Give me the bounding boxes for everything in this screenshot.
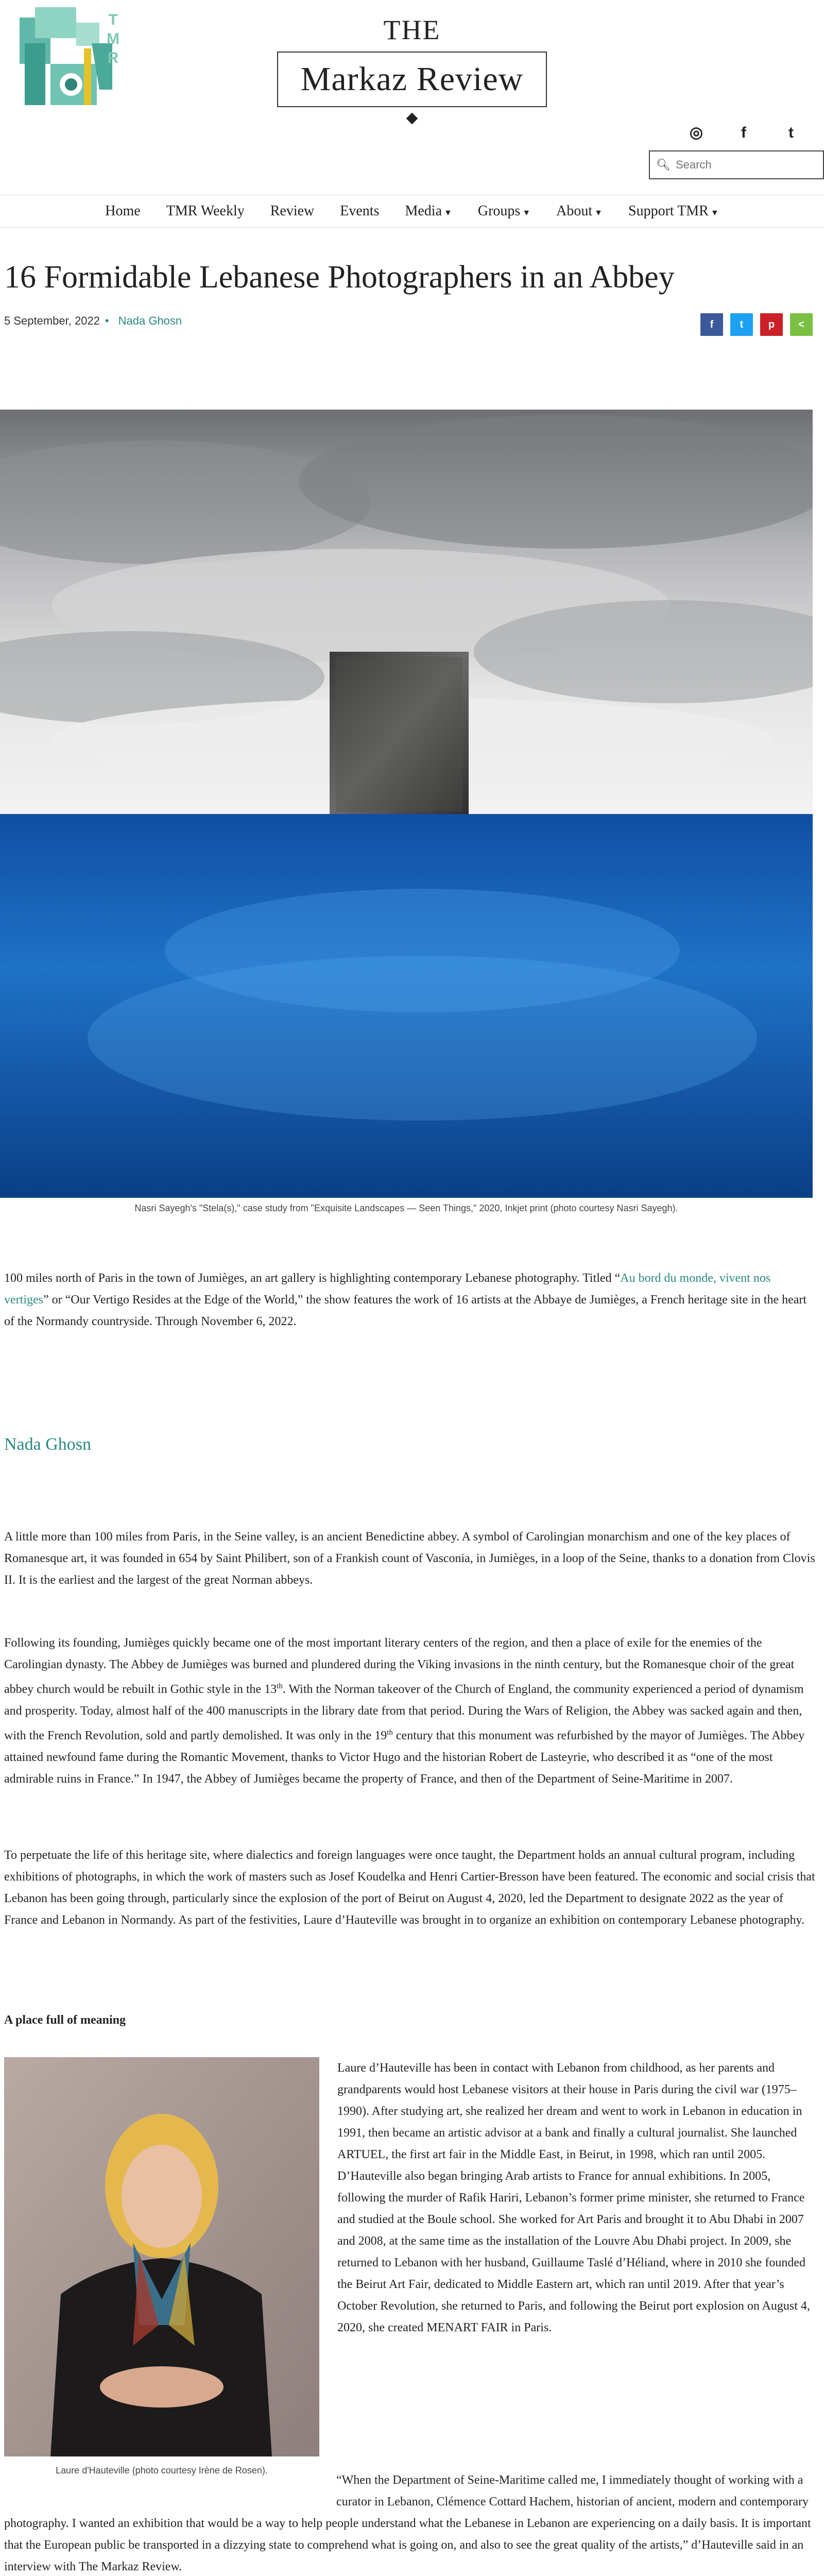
nav-events[interactable]: Events [340, 203, 380, 219]
facebook-icon[interactable]: f [741, 124, 746, 141]
nav-support[interactable] [628, 203, 719, 219]
portrait-caption: Laure d'Hauteville (photo courtesy Irène de Rosen). [56, 2465, 268, 2476]
paragraph-5-text: “When the Department of Seine-Maritime called me, I immediately thought of working with a curator in Lebanon, Clémence Cottard Hachem, historian of ancient, modern and contemporary photography. I wanted an exhibition that would be a way to help people understand what the Lebanese in Lebanon are experiencing on a daily basis. It is important that the European public be transported in a dizzying state to comprehend what is going on, and also to see the great quality of the artists,” d’Hauteville said in an interview with The Markaz Review. [4, 2473, 811, 2573]
paragraph-3: To perpetuate the life of this heritage site, where dialectics and foreign languages were once taught, the Department holds an annual cultural program, including exhibitions of photographs, in which the work of masters such as Josef Koudelka and Henri Cartier-Bresson have been featured. The economic and social crisis that Lebanon has been going through, particularly since the explosion of the port of Beirut on August 4, 2020, led the Department to designate 2022 as the year of France and Lebanon in Normandy. As part of the festivities, Laure d’Hauteville was brought in to organize an exhibition on contemporary Lebanese photography. [4, 1849, 815, 1927]
author-link[interactable]: Nada Ghosn [118, 314, 182, 327]
masthead-diamond [406, 113, 418, 125]
chevron-down-icon: ▼ [522, 209, 531, 217]
ordinal-suffix: th [387, 1728, 393, 1737]
nav-about[interactable] [556, 203, 603, 219]
hero-caption: Nasri Sayegh's "Stela(s)," case study from "Exquisite Landscapes — Seen Things," 2020, Inkjet print (photo courtesy Nasri Sayegh). [134, 1203, 678, 1213]
share-icon[interactable]: < [790, 313, 813, 336]
chevron-down-icon: ▼ [710, 209, 719, 217]
paragraph-2 [4, 1632, 818, 1790]
main-nav [0, 195, 824, 228]
nav-media[interactable] [405, 203, 452, 219]
twitter-share-icon[interactable]: t [730, 313, 753, 336]
masthead-name[interactable]: Markaz Review [277, 52, 547, 107]
exhibition-link[interactable]: Au bord du monde, vivent nos vertiges [4, 1272, 771, 1307]
byline [4, 314, 820, 328]
nav-home[interactable]: Home [105, 203, 141, 219]
float-spacer [4, 2469, 336, 2511]
masthead[interactable] [0, 14, 824, 123]
author-name-heading[interactable]: Nada Ghosn [4, 1435, 92, 1454]
chevron-down-icon: ▼ [594, 209, 603, 217]
facebook-share-icon[interactable]: f [700, 313, 723, 336]
nav-review[interactable]: Review [270, 203, 315, 219]
section-heading: A place full of meaning [4, 2013, 126, 2027]
ordinal-suffix: th [277, 1682, 283, 1690]
search-icon[interactable]: 🔍︎ [656, 158, 671, 172]
paragraph-2-part-b: . With the Norman takeover of the Church of England, the community experienced a period of dynamism and prosperity. Today, almost half of the 400 manuscripts in the library date from that period. During the Wars of Religion, the Abbey was sacked again and then, with the French Revolution, sold and partly demolished. It was only in the 19 [4, 1683, 804, 1742]
article-header [4, 258, 820, 328]
instagram-icon[interactable]: ◎ [689, 124, 703, 141]
twitter-icon[interactable]: t [788, 124, 794, 141]
intro-paragraph [4, 1267, 818, 1332]
portrait-image [4, 2057, 319, 2456]
article-date: 5 September, 2022 [4, 314, 100, 327]
nav-media-label: Media [405, 203, 442, 219]
share-buttons [700, 313, 813, 336]
nav-support-label: Support TMR [628, 203, 709, 219]
byline-separator: • [105, 314, 109, 327]
paragraph-2-part-c: century that this monument was refurbished by the mayor of Jumièges. The Abbey attained newfound fame during the Romantic Movement, thanks to Victor Hugo and the historian Robert de Lasteyrie, who described it as “one of the most admirable ruins in France.” In 1947, the Abbey of Jumièges became the property of France, and then of the Department of Seine-Maritime in 2007. [4, 1729, 805, 1786]
nav-groups-label: Groups [477, 203, 521, 219]
intro-text-1: 100 miles north of Paris in the town of Jumièges, an art gallery is highlighting contemporary Lebanese photography. Titled “ [4, 1272, 621, 1285]
article-title: 16 Formidable Lebanese Photographers in an Abbey [4, 260, 675, 295]
pinterest-share-icon[interactable]: p [760, 313, 783, 336]
masthead-the: THE [383, 14, 441, 45]
intro-text-2: ” or “Our Vertigo Resides at the Edge of the World,” the show features the work of 16 artists at the Abbaye de Jumièges, a French heritage site in the heart of the Normandy countryside. Through November 6, 2022. [4, 1293, 807, 1328]
hero-image [0, 410, 813, 1198]
search-input[interactable] [676, 158, 820, 172]
nav-about-label: About [556, 203, 593, 219]
logo-letters: TMR [105, 11, 122, 69]
paragraph-2-part-a: Following its founding, Jumièges quickly became one of the most important literary centers of the region, and then a place of exile for the enemies of the Carolingian dynasty. The Abbey de Jumièges was burned and plundered during the Viking invasions in the ninth century, but the Romanesque choir of the great abbey church would be rebuilt in Gothic style in the 13 [4, 1636, 795, 1696]
search-box[interactable] [649, 150, 824, 179]
social-links [688, 124, 799, 142]
chevron-down-icon: ▼ [444, 209, 452, 217]
paragraph-1: A little more than 100 miles from Paris, in the Seine valley, is an ancient Benedictine abbey. A symbol of Carolingian monarchism and one of the key places of Romanesque art, it was founded in 654 by Saint Philibert, son of a Frankish count of Vasconia, in Jumièges, in a loop of the Seine, thanks to a donation from Clovis II. It is the earliest and the largest of the great Norman abbeys. [4, 1530, 815, 1587]
site-header [0, 0, 824, 219]
nav-groups[interactable] [478, 203, 530, 219]
paragraph-4: Laure d’Hauteville has been in contact with Lebanon from childhood, as her parents and grandparents would host Lebanese visitors at their house in Paris during the civil war (1975–1990). After studying art, she realized her dream and went to work in Lebanon in education in 1991, then became an artistic advisor at a bank and finally a cultural journalist. She launched ARTUEL, the first art fair in the Middle East, in Beirut, in 1998, which ran until 2005. D’Hauteville also began bringing Arab artists to France for annual exhibitions. In 2005, following the murder of Rafik Hariri, Lebanon’s former prime minister, she returned to France and studied at the Boule school. She worked for Art Paris and brought it to Abu Dhabi in 2007 and 2008, at the same time as the installation of the Louvre Abu Dhabi project. In 2009, she returned to Lebanon with her husband, Guillaume Taslé d’Héliand, where in 2010 she founded the Beirut Art Fair, dedicated to Middle Eastern art, which ran until 2019. After that year’s October Revolution, she returned to Paris, and following the Beirut port explosion on August 4, 2020, she created MENART FAIR in Paris. [337, 2061, 810, 2334]
paragraph-5 [4, 2469, 818, 2576]
nav-tmr-weekly[interactable]: TMR Weekly [166, 203, 245, 219]
